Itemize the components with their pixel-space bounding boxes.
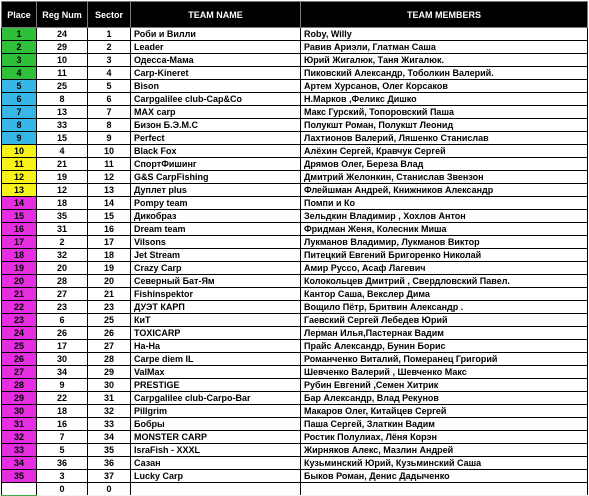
place-cell: 2 xyxy=(2,41,37,54)
team-name-cell: Crazy Carp xyxy=(131,262,301,275)
table-row xyxy=(2,366,588,379)
team-members-cell: Кантор Саша, Векслер Дима xyxy=(301,288,588,301)
place-cell: 8 xyxy=(2,119,37,132)
reg-num-cell: 34 xyxy=(37,366,88,379)
team-members-cell: Помпи и Ко xyxy=(301,197,588,210)
reg-num-cell: 4 xyxy=(37,145,88,158)
team-name-cell: Dream team xyxy=(131,223,301,236)
table-row xyxy=(2,314,588,327)
team-name-cell: MAX carp xyxy=(131,106,301,119)
sector-cell: 21 xyxy=(88,288,131,301)
sector-cell: 10 xyxy=(88,145,131,158)
reg-num-cell: 13 xyxy=(37,106,88,119)
place-cell: 26 xyxy=(2,353,37,366)
table-row xyxy=(2,431,588,444)
place-cell: 32 xyxy=(2,431,37,444)
team-name-cell: ValMax xyxy=(131,366,301,379)
sector-cell: 32 xyxy=(88,405,131,418)
sector-cell: 8 xyxy=(88,119,131,132)
team-name-cell: Perfect xyxy=(131,132,301,145)
place-cell: 4 xyxy=(2,67,37,80)
place-cell: 31 xyxy=(2,418,37,431)
place-cell: 20 xyxy=(2,275,37,288)
table-row xyxy=(2,80,588,93)
table-row xyxy=(2,171,588,184)
table-body xyxy=(2,28,588,496)
table-row xyxy=(2,184,588,197)
sector-cell: 30 xyxy=(88,379,131,392)
place-cell: 23 xyxy=(2,314,37,327)
sector-cell: 36 xyxy=(88,457,131,470)
team-members-cell: Макс Гурский, Топоровский Паша xyxy=(301,106,588,119)
sector-cell: 20 xyxy=(88,275,131,288)
table-row xyxy=(2,444,588,457)
team-members-cell: Вощило Пётр, Бритвин Александр . xyxy=(301,301,588,314)
team-name-cell: G&S CarpFishing xyxy=(131,171,301,184)
table-row xyxy=(2,470,588,483)
reg-num-cell: 35 xyxy=(37,210,88,223)
team-name-cell: MONSTER CARP xyxy=(131,431,301,444)
table-row xyxy=(2,93,588,106)
team-name-cell: Дикобраз xyxy=(131,210,301,223)
reg-num-cell: 30 xyxy=(37,353,88,366)
reg-num-cell: 28 xyxy=(37,275,88,288)
team-name-cell: Роби и Вилли xyxy=(131,28,301,41)
col-header-sector: Sector xyxy=(88,2,131,28)
team-members-cell: Лерман Илья,Пастернак Вадим xyxy=(301,327,588,340)
table-row xyxy=(2,405,588,418)
reg-num-cell: 2 xyxy=(37,236,88,249)
reg-num-cell: 16 xyxy=(37,418,88,431)
team-members-cell: Лахтионов Валерий, Ляшенко Станислав xyxy=(301,132,588,145)
team-members-cell: Н.Марков ,Феликс Дишко xyxy=(301,93,588,106)
place-cell: 19 xyxy=(2,262,37,275)
reg-num-cell: 18 xyxy=(37,197,88,210)
sector-cell: 12 xyxy=(88,171,131,184)
sector-cell: 14 xyxy=(88,197,131,210)
reg-num-cell: 36 xyxy=(37,457,88,470)
team-name-cell: Fishinspektor xyxy=(131,288,301,301)
reg-num-cell: 0 xyxy=(37,483,88,496)
sector-cell: 2 xyxy=(88,41,131,54)
sector-cell: 16 xyxy=(88,223,131,236)
place-cell: 9 xyxy=(2,132,37,145)
team-members-cell: Юрий Жигалюк, Таня Жигалюк. xyxy=(301,54,588,67)
table-row xyxy=(2,249,588,262)
table-row xyxy=(2,106,588,119)
table-row xyxy=(2,119,588,132)
team-members-cell: Питецкий Евгений Бригоренко Николай xyxy=(301,249,588,262)
team-name-cell: Bison xyxy=(131,80,301,93)
table-row xyxy=(2,210,588,223)
reg-num-cell: 12 xyxy=(37,184,88,197)
team-members-cell: Пиковский Александр, Тоболкин Валерий. xyxy=(301,67,588,80)
place-cell: 12 xyxy=(2,171,37,184)
sector-cell: 35 xyxy=(88,444,131,457)
reg-num-cell: 17 xyxy=(37,340,88,353)
place-cell: 14 xyxy=(2,197,37,210)
team-members-cell: Макаров Олег, Китайцев Сергей xyxy=(301,405,588,418)
table-row xyxy=(2,288,588,301)
table-row xyxy=(2,457,588,470)
reg-num-cell: 25 xyxy=(37,80,88,93)
table-row xyxy=(2,483,588,496)
reg-num-cell: 10 xyxy=(37,54,88,67)
team-name-cell: TOXICARP xyxy=(131,327,301,340)
sector-cell: 5 xyxy=(88,80,131,93)
sector-cell: 6 xyxy=(88,93,131,106)
sector-cell: 23 xyxy=(88,301,131,314)
team-name-cell: СпортФишинг xyxy=(131,158,301,171)
team-members-cell: Дмитрий Желонкин, Станислав Звензон xyxy=(301,171,588,184)
col-header-team-members: TEAM MEMBERS xyxy=(301,2,588,28)
table-row xyxy=(2,301,588,314)
team-members-cell: Артем Хурсанов, Олег Корсаков xyxy=(301,80,588,93)
place-cell: 13 xyxy=(2,184,37,197)
reg-num-cell: 21 xyxy=(37,158,88,171)
reg-num-cell: 24 xyxy=(37,28,88,41)
table-row xyxy=(2,379,588,392)
team-members-cell: Фридман Женя, Колесник Миша xyxy=(301,223,588,236)
team-name-cell: IsraFish - XXXL xyxy=(131,444,301,457)
team-name-cell: На-На xyxy=(131,340,301,353)
col-header-reg-num: Reg Num xyxy=(37,2,88,28)
reg-num-cell: 20 xyxy=(37,262,88,275)
place-cell: 3 xyxy=(2,54,37,67)
reg-num-cell: 11 xyxy=(37,67,88,80)
place-cell: 1 xyxy=(2,28,37,41)
team-name-cell: Leader xyxy=(131,41,301,54)
table-row xyxy=(2,28,588,41)
place-cell: 16 xyxy=(2,223,37,236)
sector-cell: 34 xyxy=(88,431,131,444)
sector-cell: 17 xyxy=(88,236,131,249)
reg-num-cell: 29 xyxy=(37,41,88,54)
reg-num-cell: 3 xyxy=(37,470,88,483)
sector-cell: 28 xyxy=(88,353,131,366)
sector-cell: 13 xyxy=(88,184,131,197)
place-cell: 5 xyxy=(2,80,37,93)
place-cell: 15 xyxy=(2,210,37,223)
team-name-cell: КиТ xyxy=(131,314,301,327)
header-row xyxy=(2,2,588,28)
reg-num-cell: 31 xyxy=(37,223,88,236)
reg-num-cell: 23 xyxy=(37,301,88,314)
reg-num-cell: 19 xyxy=(37,171,88,184)
place-cell: 28 xyxy=(2,379,37,392)
place-cell: 29 xyxy=(2,392,37,405)
place-cell: 21 xyxy=(2,288,37,301)
team-name-cell: Carpe diem IL xyxy=(131,353,301,366)
table-row xyxy=(2,145,588,158)
team-members-cell: Шевченко Валерий , Шевченко Макс xyxy=(301,366,588,379)
team-members-cell: Жирняков Алекс, Мазлин Андрей xyxy=(301,444,588,457)
reg-num-cell: 32 xyxy=(37,249,88,262)
table-row xyxy=(2,340,588,353)
team-members-cell: Зельдкин Владимир , Хохлов Антон xyxy=(301,210,588,223)
team-members-cell: Амир Руссо, Асаф Лагевич xyxy=(301,262,588,275)
team-members-cell: Романченко Виталий, Померанец Григорий xyxy=(301,353,588,366)
reg-num-cell: 15 xyxy=(37,132,88,145)
table-row xyxy=(2,132,588,145)
reg-num-cell: 27 xyxy=(37,288,88,301)
team-members-cell: Равив Ариэли, Глатман Саша xyxy=(301,41,588,54)
table-row xyxy=(2,353,588,366)
reg-num-cell: 18 xyxy=(37,405,88,418)
place-cell xyxy=(2,483,37,496)
sector-cell: 7 xyxy=(88,106,131,119)
sector-cell: 3 xyxy=(88,54,131,67)
team-members-cell: Гаевский Сергей Лебедев Юрий xyxy=(301,314,588,327)
sector-cell: 4 xyxy=(88,67,131,80)
team-name-cell: Jet Stream xyxy=(131,249,301,262)
sector-cell: 31 xyxy=(88,392,131,405)
reg-num-cell: 6 xyxy=(37,314,88,327)
sector-cell: 29 xyxy=(88,366,131,379)
sector-cell: 11 xyxy=(88,158,131,171)
reg-num-cell: 5 xyxy=(37,444,88,457)
team-name-cell: Северный Бат-Ям xyxy=(131,275,301,288)
table-row xyxy=(2,392,588,405)
place-cell: 17 xyxy=(2,236,37,249)
place-cell: 25 xyxy=(2,340,37,353)
sector-cell: 18 xyxy=(88,249,131,262)
team-members-cell: Паша Сергей, Златкин Вадим xyxy=(301,418,588,431)
results-table xyxy=(1,1,588,496)
team-members-cell: Алёхин Сергей, Кравчук Сергей xyxy=(301,145,588,158)
place-cell: 27 xyxy=(2,366,37,379)
table-row xyxy=(2,158,588,171)
table-row xyxy=(2,236,588,249)
team-name-cell: PRESTIGE xyxy=(131,379,301,392)
sector-cell: 27 xyxy=(88,340,131,353)
team-name-cell: Бобры xyxy=(131,418,301,431)
sector-cell: 9 xyxy=(88,132,131,145)
team-name-cell: Lucky Carp xyxy=(131,470,301,483)
team-name-cell: Carpgalilee club-Carpo-Bar xyxy=(131,392,301,405)
table-row xyxy=(2,275,588,288)
team-members-cell: Рубин Евгений ,Семен Хитрик xyxy=(301,379,588,392)
sector-cell: 25 xyxy=(88,314,131,327)
table-row xyxy=(2,418,588,431)
table-row xyxy=(2,327,588,340)
team-name-cell: Vilsons xyxy=(131,236,301,249)
place-cell: 22 xyxy=(2,301,37,314)
sector-cell: 19 xyxy=(88,262,131,275)
place-cell: 30 xyxy=(2,405,37,418)
team-name-cell: Carpgalilee club-Cap&Co xyxy=(131,93,301,106)
sector-cell: 37 xyxy=(88,470,131,483)
sector-cell: 15 xyxy=(88,210,131,223)
place-cell: 24 xyxy=(2,327,37,340)
team-name-cell: Pillgrim xyxy=(131,405,301,418)
sector-cell: 0 xyxy=(88,483,131,496)
sector-cell: 1 xyxy=(88,28,131,41)
team-members-cell: Бар Александр, Влад Рекунов xyxy=(301,392,588,405)
team-members-cell: Прайс Александр, Бунин Борис xyxy=(301,340,588,353)
team-name-cell xyxy=(131,483,301,496)
reg-num-cell: 33 xyxy=(37,119,88,132)
team-members-cell: Ростик Полулиах, Лёня Корэн xyxy=(301,431,588,444)
place-cell: 11 xyxy=(2,158,37,171)
team-members-cell: Дрямов Олег, Береза Влад xyxy=(301,158,588,171)
team-name-cell: Одесса-Мама xyxy=(131,54,301,67)
reg-num-cell: 8 xyxy=(37,93,88,106)
team-members-cell: Лукманов Владимир, Лукманов Виктор xyxy=(301,236,588,249)
team-name-cell: Сазан xyxy=(131,457,301,470)
table-row xyxy=(2,54,588,67)
reg-num-cell: 26 xyxy=(37,327,88,340)
place-cell: 34 xyxy=(2,457,37,470)
place-cell: 33 xyxy=(2,444,37,457)
team-name-cell: Black Fox xyxy=(131,145,301,158)
team-name-cell: Pompy team xyxy=(131,197,301,210)
reg-num-cell: 22 xyxy=(37,392,88,405)
team-members-cell: Roby, Willy xyxy=(301,28,588,41)
table-row xyxy=(2,197,588,210)
team-members-cell: Быков Роман, Денис Дадыченко xyxy=(301,470,588,483)
team-name-cell: Дуплет plus xyxy=(131,184,301,197)
table-row xyxy=(2,41,588,54)
team-name-cell: ДУЭТ КАРП xyxy=(131,301,301,314)
sector-cell: 33 xyxy=(88,418,131,431)
reg-num-cell: 7 xyxy=(37,431,88,444)
table-row xyxy=(2,67,588,80)
sector-cell: 26 xyxy=(88,327,131,340)
team-members-cell xyxy=(301,483,588,496)
place-cell: 35 xyxy=(2,470,37,483)
team-name-cell: Бизон Б.Э.М.С xyxy=(131,119,301,132)
col-header-place: Place xyxy=(2,2,37,28)
team-members-cell: Полукшт Роман, Полукшт Леонид xyxy=(301,119,588,132)
table-row xyxy=(2,262,588,275)
place-cell: 10 xyxy=(2,145,37,158)
place-cell: 18 xyxy=(2,249,37,262)
place-cell: 6 xyxy=(2,93,37,106)
place-cell: 7 xyxy=(2,106,37,119)
table-row xyxy=(2,223,588,236)
team-members-cell: Кузьминский Юрий, Кузьминский Саша xyxy=(301,457,588,470)
col-header-team-name: TEAM NAME xyxy=(131,2,301,28)
team-members-cell: Флейшман Андрей, Книжников Александр xyxy=(301,184,588,197)
team-name-cell: Carp-Kineret xyxy=(131,67,301,80)
reg-num-cell: 9 xyxy=(37,379,88,392)
team-members-cell: Колокольцев Дмитрий , Свердловский Павел. xyxy=(301,275,588,288)
